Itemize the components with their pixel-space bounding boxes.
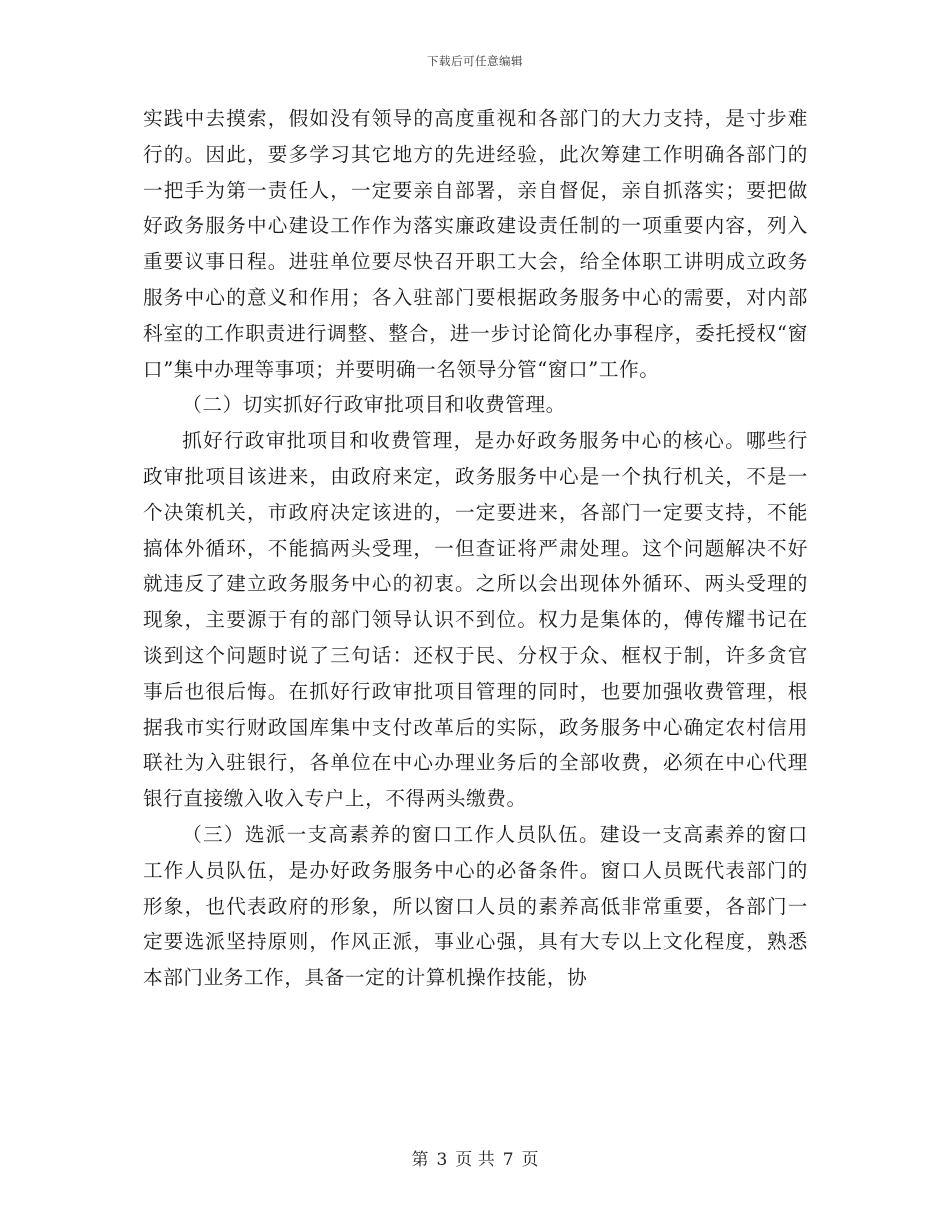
document-body xyxy=(143,101,808,996)
footer-suffix: 页 xyxy=(521,1150,539,1170)
section-heading-2: （二）切实抓好行政审批项目和收费管理。 xyxy=(182,393,566,417)
page-number-footer xyxy=(0,1145,950,1170)
paragraph-4: （三）选派一支高素养的窗口工作人员队伍。建设一支高素养的窗口工作人员队伍，是办好政务服务中心的必备条件。窗口人员既代表部门的形象，也代表政府的形象，所以窗口人员的素养高低非常重要，各部门一定要选派坚持原则，作风正派，事业心强，具有大专以上文化程度，熟悉本部门业务工作，具备一定的计算机操作技能，协 xyxy=(143,822,808,990)
footer-current-page: 3 xyxy=(436,1150,448,1170)
page-header-note: 下载后可任意编辑 xyxy=(427,54,523,68)
paragraph-1: 实践中去摸索，假如没有领导的高度重视和各部门的大力支持，是寸步难行的。因此，要多学习其它地方的先进经验，此次筹建工作明确各部门的一把手为第一责任人，一定要亲自部署，亲自督促，亲自抓落实；要把做好政务服务中心建设工作作为落实廉政建设责任制的一项重要内容，列入重要议事日程。进驻单位要尽快召开职工大会，给全体职工讲明成立政务服务中心的意义和作用；各入驻部门要根据政务服务中心的需要，对内部科室的工作职责进行调整、整合，进一步讨论简化办事程序，委托授权“窗口”集中办理等事项；并要明确一名领导分管“窗口”工作。 xyxy=(143,107,808,381)
paragraph-3: 抓好行政审批项目和收费管理，是办好政务服务中心的核心。哪些行政审批项目该进来，由政府来定，政务服务中心是一个执行机关，不是一个决策机关，市政府决定该进的，一定要进来，各部门一定要支持，不能搞体外循环，不能搞两头受理，一但查证将严肃处理。这个问题解决不好就违反了建立政务服务中心的初衷。之所以会出现体外循环、两头受理的现象，主要源于有的部门领导认识不到位。权力是集体的，傅传耀书记在谈到这个问题时说了三句话：还权于民、分权于众、框权于制，许多贪官事后也很后悔。在抓好行政审批项目管理的同时，也要加强收费管理，根据我市实行财政国库集中支付改革后的实际，政务服务中心确定农村信用联社为入驻银行，各单位在中心办理业务后的全部收费，必须在中心代理银行直接缴入收入专户上，不得两头缴费。 xyxy=(143,429,808,811)
footer-prefix: 第 xyxy=(411,1150,429,1170)
footer-middle: 页 共 xyxy=(455,1150,495,1170)
footer-total-pages: 7 xyxy=(502,1150,514,1170)
